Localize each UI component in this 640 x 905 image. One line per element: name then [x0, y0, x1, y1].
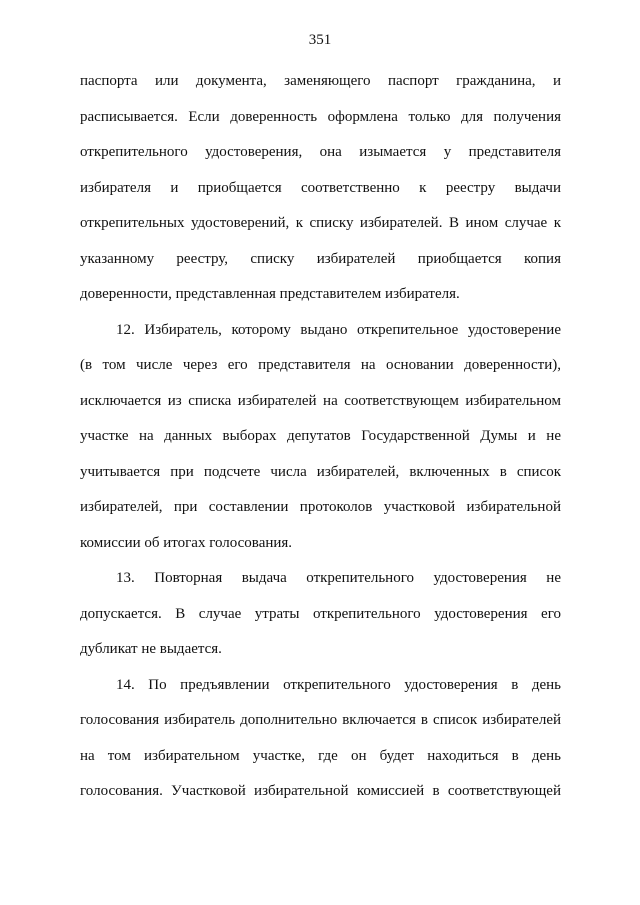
text-line: (в том числе через его представителя на основании доверенности), — [80, 357, 561, 373]
text-line: участке на данных выборах депутатов Государственной Думы и не — [80, 428, 561, 444]
text-line: комиссии об итогах голосования. — [80, 534, 293, 551]
text-line: 12. Избиратель, которому выдано открепительное удостоверение — [116, 321, 561, 338]
text-line: учитывается при подсчете числа избирателей, включенных в список — [80, 463, 561, 480]
text-line: избирателя и приобщается соответственно к реестру выдачи — [80, 179, 561, 196]
text-line: 13. Повторная выдача открепительного удостоверения не — [116, 570, 561, 586]
text-line: допускается. В случае утраты открепительного удостоверения его — [80, 605, 561, 622]
text-line: доверенности, представленная представителем избирателя. — [80, 286, 460, 302]
text-line: исключается из списка избирателей на соответствующем избирательном — [80, 392, 561, 409]
text-line: на том избирательном участке, где он будет находиться в день — [80, 747, 561, 764]
text-line: избирателей, при составлении протоколов участковой избирательной — [80, 499, 561, 515]
text-line: указанному реестру, списку избирателей приобщается копия — [80, 250, 561, 267]
text-line: расписывается. Если доверенность оформлена только для получения — [80, 108, 561, 125]
paragraph-continuation — [80, 64, 561, 313]
text-line: дубликат не выдается. — [80, 641, 222, 657]
paragraph-item-13 — [80, 561, 561, 668]
text-line: паспорта или документа, заменяющего паспорт гражданина, и — [80, 73, 561, 89]
paragraph-item-14 — [80, 668, 561, 810]
document-body — [80, 64, 561, 810]
text-line: голосования избиратель дополнительно включается в список избирателей — [80, 712, 561, 728]
text-line: открепительных удостоверений, к списку избирателей. В ином случае к — [80, 215, 561, 231]
text-line: открепительного удостоверения, она изымается у представителя — [80, 144, 561, 160]
text-line: 14. По предъявлении открепительного удостоверения в день — [116, 676, 561, 693]
paragraph-item-12 — [80, 313, 561, 562]
page-number: 351 — [308, 32, 332, 48]
text-line: голосования. Участковой избирательной комиссией в соответствующей — [80, 783, 561, 799]
